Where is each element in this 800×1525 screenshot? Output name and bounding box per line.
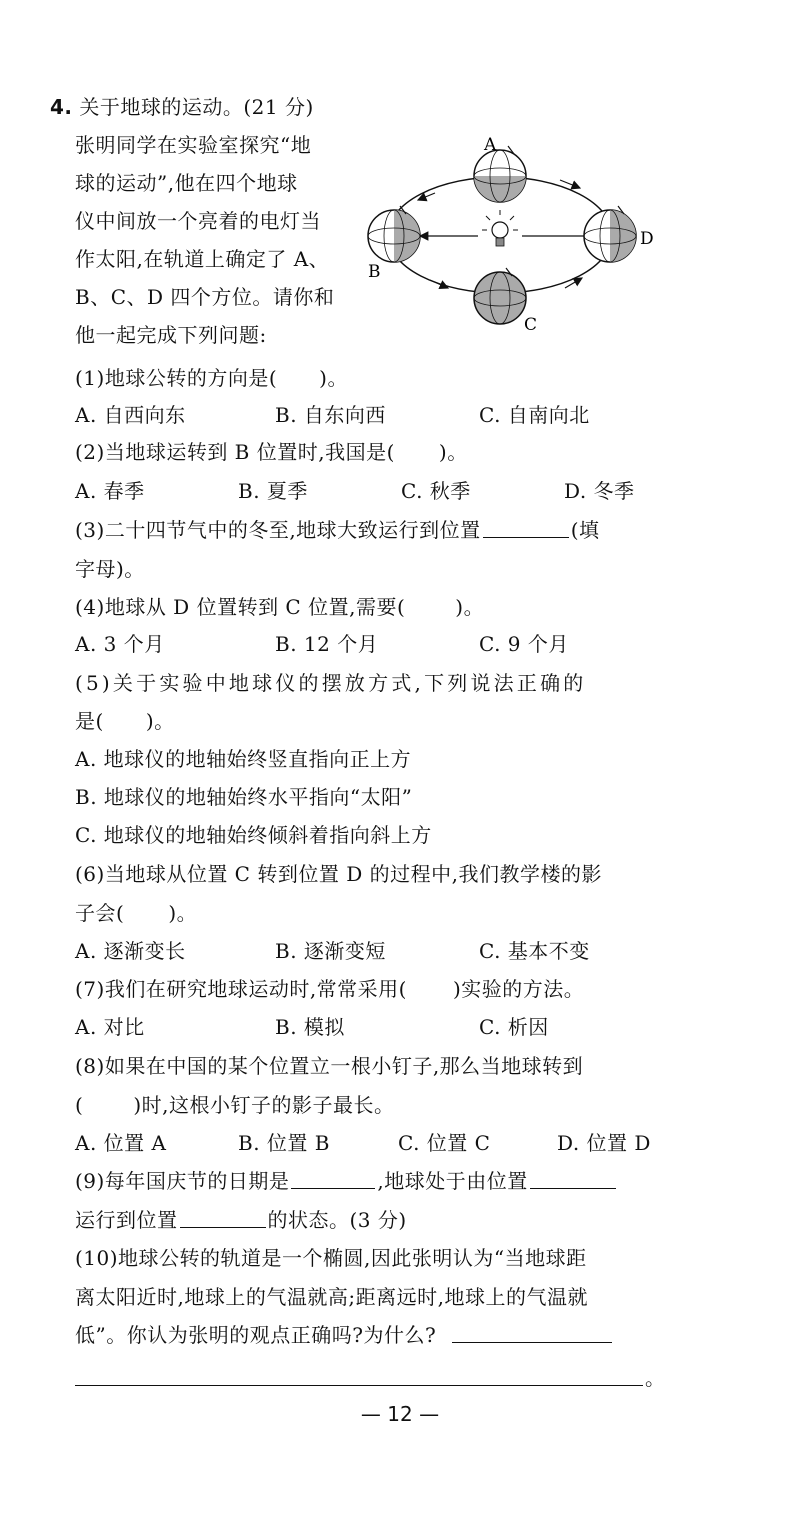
- q7-stem-end: )实验的方法。: [453, 977, 585, 1001]
- q8-options: [75, 1124, 665, 1162]
- page-number: — 12 —: [360, 1402, 440, 1426]
- q5-stem: [75, 702, 665, 740]
- q4-stem-text: (4)地球从 D 位置转到 C 位置,需要(: [75, 595, 406, 619]
- q9-text-3: 运行到位置: [75, 1208, 178, 1232]
- question-title: [50, 88, 640, 126]
- q10-end-mark: 。: [645, 1366, 666, 1390]
- q8-option-d[interactable]: D. 位置 D: [557, 1131, 651, 1155]
- q3-answer-blank[interactable]: [483, 511, 569, 538]
- q10-line4: [75, 1359, 665, 1397]
- intro-line-4: 作太阳,在轨道上确定了 A、: [75, 247, 330, 271]
- q7-option-b[interactable]: B. 模拟: [275, 1015, 345, 1039]
- q2-option-b[interactable]: B. 夏季: [238, 479, 308, 503]
- q7-options: [75, 1008, 665, 1046]
- globe-c-icon: [474, 268, 526, 324]
- q6-stem-end: )。: [168, 901, 198, 925]
- q5-answer-blank[interactable]: [106, 702, 144, 728]
- intro-line-3: 仪中间放一个亮着的电灯当: [75, 209, 321, 233]
- q6-answer-blank[interactable]: [126, 894, 166, 920]
- q8-stem: [75, 1086, 665, 1124]
- q1-stem-end: )。: [319, 366, 348, 390]
- q2-stem-text: (2)当地球运转到 B 位置时,我国是(: [75, 440, 395, 464]
- earth-orbit-diagram: [360, 130, 660, 340]
- q7-option-c[interactable]: C. 析因: [479, 1015, 549, 1039]
- q7-stem: [75, 970, 665, 1008]
- q9-text-2: ,地球处于由位置: [377, 1169, 528, 1193]
- q2-answer-blank[interactable]: [397, 433, 437, 459]
- q2-option-d[interactable]: D. 冬季: [564, 479, 635, 503]
- q1-stem-text: (1)地球公转的方向是(: [75, 366, 278, 390]
- q10-answer-blank-1[interactable]: [452, 1316, 612, 1343]
- q9-text-4: 的状态。(3 分): [267, 1208, 407, 1232]
- q8-stem-end: )时,这根小钉子的影子最长。: [133, 1093, 395, 1117]
- q9-from-position-blank[interactable]: [530, 1162, 616, 1189]
- q2-option-c[interactable]: C. 秋季: [401, 479, 471, 503]
- q9-line2: [75, 1201, 665, 1239]
- q9-to-position-blank[interactable]: [180, 1201, 266, 1228]
- q3-stem-end: (填: [570, 518, 600, 542]
- q4-option-b[interactable]: B. 12 个月: [275, 632, 379, 656]
- q7-stem-text: (7)我们在研究地球运动时,常常采用(: [75, 977, 407, 1001]
- label-d: D: [640, 229, 654, 249]
- q8-option-c[interactable]: C. 位置 C: [398, 1131, 491, 1155]
- q5-stem-text: 是(: [75, 709, 104, 733]
- globe-d-icon: [584, 206, 636, 262]
- q10-line2: 离太阳近时,地球上的气温就高;距离远时,地球上的气温就: [75, 1285, 588, 1309]
- q10-question-text: 低”。你认为张明的观点正确吗?为什么?: [75, 1323, 437, 1347]
- q7-option-a[interactable]: A. 对比: [75, 1015, 145, 1039]
- intro-line-6: 他一起完成下列问题:: [75, 323, 267, 347]
- bulb-icon: [482, 210, 518, 246]
- q4-option-c[interactable]: C. 9 个月: [479, 632, 569, 656]
- label-a: A: [484, 135, 497, 155]
- q4-answer-blank[interactable]: [407, 588, 453, 614]
- q1-option-b[interactable]: B. 自东向西: [275, 403, 386, 427]
- question-number: 4.: [50, 95, 73, 119]
- q1-stem: [75, 359, 665, 397]
- q1-answer-blank[interactable]: [279, 359, 317, 385]
- q8-option-a[interactable]: A. 位置 A: [75, 1131, 167, 1155]
- q6-option-b[interactable]: B. 逐渐变短: [275, 939, 386, 963]
- q1-option-a[interactable]: A. 自西向东: [75, 403, 186, 427]
- intro-line-1: 张明同学在实验室探究“地: [75, 133, 312, 157]
- q6-option-a[interactable]: A. 逐渐变长: [75, 939, 186, 963]
- q10-answer-blank-2[interactable]: [75, 1359, 643, 1386]
- q3-stem-line2: 字母)。: [75, 557, 145, 581]
- q10-line1: (10)地球公转的轨道是一个椭圆,因此张明认为“当地球距: [75, 1246, 587, 1270]
- q9-text-1: (9)每年国庆节的日期是: [75, 1169, 290, 1193]
- q1-option-c[interactable]: C. 自南向北: [479, 403, 590, 427]
- q4-options: [75, 625, 665, 663]
- intro-line-5: B、C、D 四个方位。请你和: [75, 285, 335, 309]
- q4-option-a[interactable]: A. 3 个月: [75, 632, 165, 656]
- q6-options: [75, 932, 665, 970]
- q3-stem: [75, 511, 665, 549]
- q1-options: [75, 396, 665, 434]
- q4-stem-end: )。: [455, 595, 485, 619]
- q8-answer-blank[interactable]: [85, 1086, 131, 1112]
- q9-date-blank[interactable]: [291, 1162, 375, 1189]
- q5-option-b[interactable]: B. 地球仪的地轴始终水平指向“太阳”: [75, 785, 413, 809]
- q2-options: [75, 472, 665, 510]
- q5-stem-line1: (5)关于实验中地球仪的摆放方式,下列说法正确的: [75, 671, 587, 695]
- q7-answer-blank[interactable]: [409, 970, 451, 996]
- q6-stem: [75, 894, 665, 932]
- q2-option-a[interactable]: A. 春季: [75, 479, 145, 503]
- q10-line3: [75, 1316, 665, 1354]
- q2-stem-end: )。: [438, 440, 468, 464]
- globe-a-icon: [474, 146, 526, 202]
- q5-option-a[interactable]: A. 地球仪的地轴始终竖直指向正上方: [75, 747, 412, 771]
- q8-option-b[interactable]: B. 位置 B: [238, 1131, 330, 1155]
- q4-stem: [75, 588, 665, 626]
- q5-stem-end: )。: [145, 709, 175, 733]
- q9-line1: [75, 1162, 665, 1200]
- q8-stem-text: (: [75, 1093, 84, 1117]
- q6-stem-line1: (6)当地球从位置 C 转到位置 D 的过程中,我们教学楼的影: [75, 862, 602, 886]
- q8-stem-line1: (8)如果在中国的某个位置立一根小钉子,那么当地球转到: [75, 1054, 584, 1078]
- question-title-text: 关于地球的运动。(21 分): [79, 95, 314, 119]
- q2-stem: [75, 433, 665, 471]
- q6-stem-text: 子会(: [75, 901, 125, 925]
- q3-stem-text: (3)二十四节气中的冬至,地球大致运行到位置: [75, 518, 481, 542]
- q6-option-c[interactable]: C. 基本不变: [479, 939, 590, 963]
- intro-line-2: 球的运动”,他在四个地球: [75, 171, 298, 195]
- label-b: B: [368, 262, 381, 282]
- label-c: C: [524, 315, 538, 335]
- q5-option-c[interactable]: C. 地球仪的地轴始终倾斜着指向斜上方: [75, 823, 432, 847]
- globe-b-icon: [368, 206, 420, 262]
